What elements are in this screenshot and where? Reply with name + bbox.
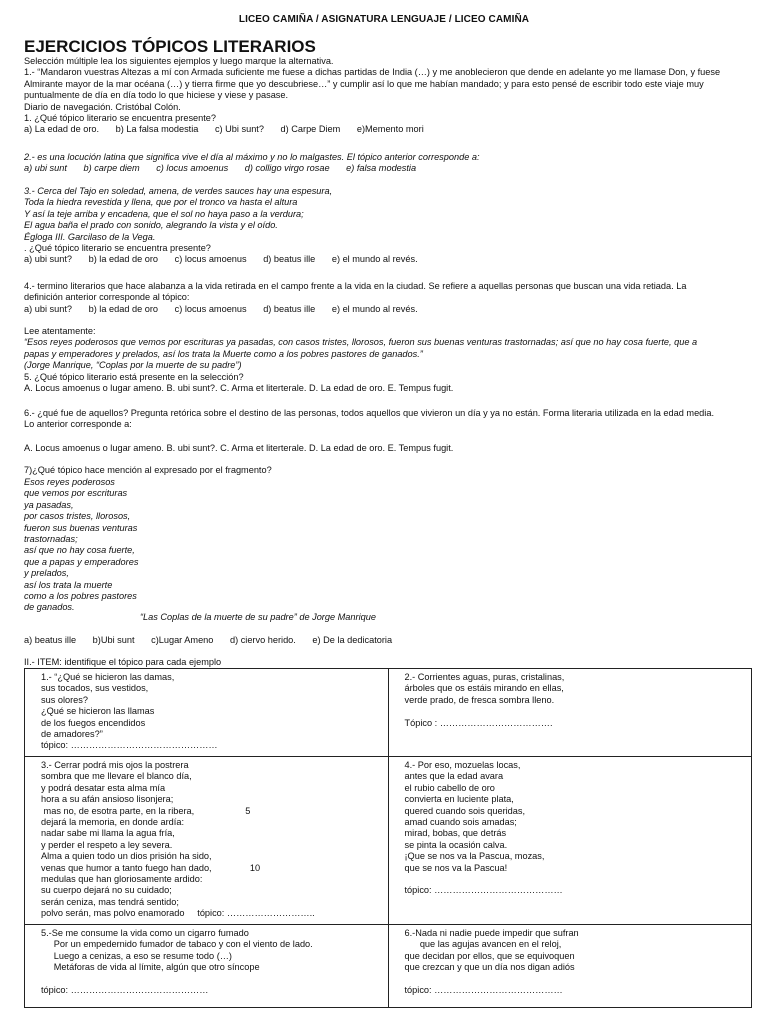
cell-line: se pinta la ocasión calva.: [404, 839, 508, 850]
table-cell-5: [25, 924, 389, 1007]
q1-line: Almirante mayor de la mar océana (…) y tierra firme que yo descubriese…” y cumplir así lo que me habían mandado; y para esto pensé de escribir todo este viaje muy: [24, 78, 704, 89]
poem-line: así los trata la muerte: [24, 579, 113, 590]
cell-line: Luego a cenizas, a eso se resume todo (…): [41, 950, 232, 961]
poem-line: que a papas y emperadores: [24, 556, 139, 567]
cell-line: ¡Que se nos va la Pascua, mozas,: [404, 851, 545, 862]
q3-source: Égloga III. Garcilaso de la Vega.: [24, 231, 156, 242]
option-b[interactable]: b) carpe diem: [83, 163, 140, 174]
answer-blank[interactable]: Tópico : ……………………………….: [404, 717, 553, 728]
cell-spacer: [41, 973, 382, 984]
poem-line: por casos tristes, llorosos,: [24, 511, 131, 522]
cell-line: quered cuando sois queridas,: [404, 805, 526, 816]
option-a[interactable]: a) ubi sunt: [24, 163, 67, 174]
q3-poem-line: 3.- Cerca del Tajo en soledad, amena, de verdes sauces hay una espesura,: [24, 186, 333, 196]
q1-options: [24, 124, 752, 135]
cell-line: 1.- “¿Qué se hicieron las damas,: [41, 672, 175, 682]
cell-line: 2.- Corrientes aguas, puras, cristalinas,: [404, 672, 565, 682]
cell-line: y perder el respeto a ley severa.: [41, 839, 173, 850]
cell-line: mirad, bobas, que detrás: [404, 828, 507, 839]
answer-blank[interactable]: tópico: …………………………………………: [41, 740, 218, 751]
cell-line: hora a su afán ansioso lisonjera;: [41, 794, 174, 805]
cell-line: antes que la edad avara: [404, 771, 504, 782]
option-e[interactable]: e) el mundo al revés.: [331, 254, 418, 265]
cell-line: su cuerpo dejará no su cuidado;: [41, 885, 172, 896]
option-d[interactable]: d) beatus ille: [263, 254, 316, 265]
option-e[interactable]: e) De la dedicatoria: [312, 635, 393, 645]
cell-line: Alma a quien todo un dios prisión ha sido,: [41, 851, 212, 862]
poem-line: fueron sus buenas venturas: [24, 522, 138, 533]
cell-line: 6.-Nada ni nadie puede impedir que sufran: [404, 927, 579, 938]
cell-line: árboles que os estáis mirando en ellas,: [404, 683, 564, 694]
cell-line: sus tocados, sus vestidos,: [41, 683, 149, 694]
cell-line: que decidan por ellos, que se equivoquen: [404, 950, 575, 961]
topic-identification-table: [24, 668, 752, 1008]
q1-question: 1. ¿Qué tópico literario se encuentra presente?: [24, 113, 217, 124]
option-e[interactable]: e)Memento mori: [356, 124, 424, 135]
q7-options: [24, 635, 752, 646]
cell-line: 5.-Se me consume la vida como un cigarro fumado: [41, 927, 249, 938]
question-4-block: [24, 281, 752, 315]
question-5-block: [24, 326, 752, 394]
option-d[interactable]: d) Carpe Diem: [280, 124, 341, 135]
q4-line: definición anterior corresponde al tópico:: [24, 292, 190, 303]
cell-line: venas que humor a tanto fuego han dado, 10: [41, 862, 261, 873]
option-c[interactable]: c) locus amoenus: [174, 254, 247, 265]
table-cell-6: [388, 924, 752, 1007]
page-title: EJERCICIOS TÓPICOS LITERARIOS: [24, 37, 316, 56]
cell-line: mas no, de esotra parte, en la ribera, 5: [41, 805, 251, 816]
q2-text: 2.- es una locución latina que significa vive el día al máximo y no lo malgastes. El tópico anterior corresponde a:: [24, 152, 480, 162]
option-b[interactable]: b) La falsa modestia: [115, 124, 199, 135]
poem-line: Esos reyes poderosos: [24, 477, 115, 487]
q4-line: 4.- termino literarios que hace alabanza a la vida retirada en el campo frente a la vida en la ciudad. Se refiere a aquellas personas que buscan una vida retiada. La: [24, 281, 687, 291]
section-2-heading: II.- ITEM: identifique el tópico para cada ejemplo: [24, 657, 222, 667]
answer-blank[interactable]: tópico: ……………………………………: [404, 984, 563, 995]
option-a[interactable]: a) La edad de oro.: [24, 124, 100, 135]
q3-poem-line: Toda la hiedra revestida y llena, que por el tronco va hasta el altura: [24, 197, 298, 208]
cell-spacer: [405, 973, 746, 984]
option-e[interactable]: e) el mundo al revés.: [331, 303, 418, 314]
poem-line: y prelados,: [24, 568, 69, 579]
cell-line: serán ceniza, mas tendrá sentido;: [41, 896, 179, 907]
q1-line: 1.- “Mandaron vuestras Altezas a mí con Armada suficiente me fuese a dichas partidas de India (…) y me anoblecieron que dende en adelante yo me llamase Don, y fuese: [24, 67, 721, 78]
cell-line: de los fuegos encendidos: [41, 717, 146, 728]
q1-line: puntualmente de día en día todo lo que hiciese y viese y pasase.: [24, 90, 289, 101]
cell-line: Metáforas de vida al límite, algún que otro síncope: [41, 961, 260, 972]
q3-poem-line: Y así la teje arriba y encadena, que el sol no haya paso a la verdura;: [24, 208, 304, 219]
cell-line: y podrá desatar esta alma mía: [41, 782, 166, 793]
option-b[interactable]: b) la edad de oro: [88, 303, 159, 314]
option-a[interactable]: a) beatus ille: [24, 635, 77, 645]
option-a[interactable]: a) ubi sunt?: [24, 303, 73, 314]
q5-lead: Lee atentamente:: [24, 326, 96, 336]
document-header: LICEO CAMIÑA / ASIGNATURA LENGUAJE / LICEO CAMIÑA: [238, 14, 530, 25]
q2-options: [24, 163, 752, 174]
answer-blank[interactable]: polvo serán, mas polvo enamorado tópico: ………………………..: [41, 908, 315, 919]
cell-spacer: [405, 706, 746, 717]
q1-source: Diario de navegación. Cristóbal Colón.: [24, 101, 181, 112]
q5-quote-source: (Jorge Manrique, “Coplas por la muerte de su padre”): [24, 360, 242, 371]
q3-poem-line: El agua baña el prado con sonido, alegrando la vista y el oído.: [24, 220, 278, 231]
option-b[interactable]: b)Ubi sunt: [92, 635, 135, 645]
cell-line: 3.- Cerrar podrá mis ojos la postrera: [41, 760, 189, 770]
q3-question: . ¿Qué tópico literario se encuentra presente?: [24, 243, 211, 254]
option-e[interactable]: e) falsa modestia: [346, 163, 417, 174]
intro-text: Selección múltiple lea los siguientes ejemplos y luego marque la alternativa.: [24, 56, 334, 66]
option-c[interactable]: c)Lugar Ameno: [151, 635, 214, 645]
q3-options: [24, 254, 752, 265]
option-d[interactable]: d) colligo virgo rosae: [244, 163, 330, 174]
poem-line: trastornadas;: [24, 534, 78, 545]
poem-line: como a los pobres pastores: [24, 591, 137, 602]
option-a[interactable]: a) ubi sunt?: [24, 254, 73, 265]
option-c[interactable]: c) locus amoenus: [174, 303, 247, 314]
question-2-block: [24, 152, 752, 175]
cell-line: el rubio cabello de oro: [404, 782, 495, 793]
cell-line: verde prado, de fresca sombra lleno.: [404, 694, 555, 705]
answer-blank[interactable]: tópico: ……………………………………: [404, 885, 563, 896]
option-d[interactable]: d) beatus ille: [263, 303, 316, 314]
cell-line: 4.- Por eso, mozuelas locas,: [404, 760, 521, 770]
q5-question: 5. ¿Qué tópico literario está presente en la selección?: [24, 371, 244, 382]
cell-line: amad cuando sois amadas;: [404, 817, 517, 828]
question-3-block: [24, 186, 752, 266]
cell-line: sombra que me llevare el blanco día,: [41, 771, 192, 782]
question-1-block: [24, 56, 752, 136]
cell-line: Por un empedernido fumador de tabaco y con el viento de lado.: [41, 939, 313, 950]
q6-line: Lo anterior corresponde a:: [24, 419, 132, 430]
poem-line: de ganados.: [24, 602, 75, 613]
q7-question: 7)¿Qué tópico hace mención al expresado por el fragmento?: [24, 465, 272, 475]
table-cell-1: [25, 669, 389, 757]
answer-blank[interactable]: tópico: ………………………………………: [41, 984, 209, 995]
q7-citation: “Las Coplas de la muerte de su padre” de Jorge Manrique: [140, 612, 376, 622]
option-b[interactable]: b) la edad de oro: [88, 254, 159, 265]
option-c[interactable]: c) locus amoenus: [156, 163, 229, 174]
cell-line: ¿Qué se hicieron las llamas: [41, 706, 155, 717]
option-c[interactable]: c) Ubi sunt?: [214, 124, 264, 135]
poem-line: que vemos por escrituras: [24, 488, 128, 499]
table-cell-4: [388, 757, 752, 925]
cell-line: de amadores?”: [41, 729, 103, 740]
q4-options: [24, 304, 752, 315]
table-cell-3: [25, 757, 389, 925]
q5-quote-line: “Esos reyes poderosos que vemos por escrituras ya pasadas, con casos tristes, llorosos, fueron sus buenas venturas trastornadas; así que no hay cosa fuerte, que a: [24, 337, 698, 348]
q5-options[interactable]: A. Locus amoenus o lugar ameno. B. ubi sunt?. C. Arma et literterale. D. La edad de oro. E. Tempus fugit.: [24, 383, 454, 394]
cell-line: que crezcan y que un día nos digan adiós: [404, 961, 575, 972]
cell-line: sus olores?: [41, 694, 88, 705]
q6-line: 6.- ¿qué fue de aquellos? Pregunta retórica sobre el destino de las personas, todos aquellos que vivieron un día y ya no están. Forma literaria utilizada en la edad media.: [24, 408, 714, 418]
cell-spacer: [405, 874, 746, 885]
cell-line: medulas que han gloriosamente ardido:: [41, 874, 203, 885]
table-cell-2: [388, 669, 752, 757]
q6-options[interactable]: A. Locus amoenus o lugar ameno. B. ubi sunt?. C. Arma et literterale. D. La edad de oro. E. Tempus fugit.: [24, 443, 454, 453]
q5-quote-line: papas y emperadores y prelados, así los trata la Muerte como a los pobres pastores de ganados.”: [24, 348, 423, 359]
cell-line: nadar sabe mi llama la agua fría,: [41, 828, 175, 839]
option-d[interactable]: d) ciervo herido.: [229, 635, 296, 645]
cell-line: que se nos va la Pascua!: [404, 862, 508, 873]
cell-line: que las agujas avancen en el reloj,: [404, 939, 562, 950]
cell-line: dejará la memoria, en donde ardía:: [41, 817, 185, 828]
poem-line: ya pasadas,: [24, 499, 74, 510]
cell-line: convierta en luciente plata,: [404, 794, 514, 805]
question-6-block: [24, 408, 752, 431]
q7-poem: [24, 477, 138, 614]
poem-line: así que no hay cosa fuerte,: [24, 545, 135, 556]
